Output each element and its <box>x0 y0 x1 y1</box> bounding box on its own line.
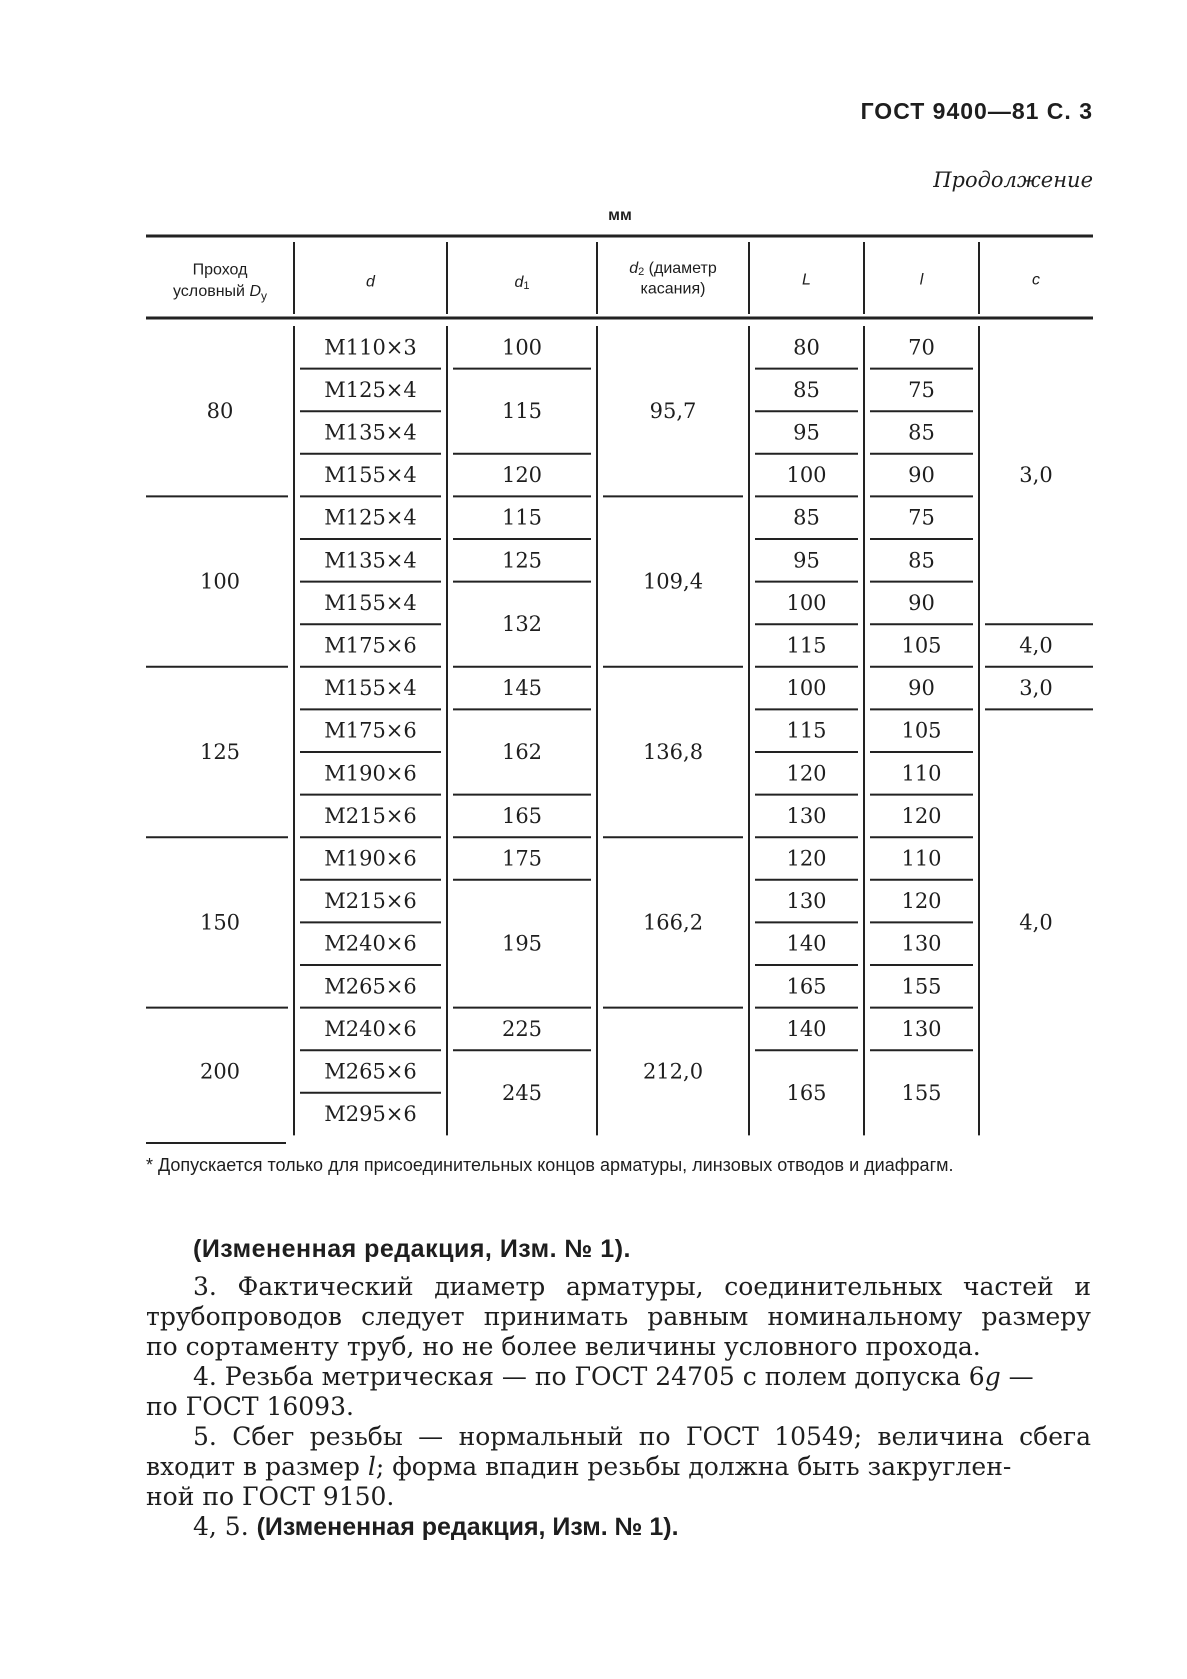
L-value: 85 <box>793 377 820 402</box>
d1-value: 225 <box>501 1016 543 1041</box>
d1-value: 120 <box>501 463 543 488</box>
thread-value: М155×4 <box>324 590 417 615</box>
L-value: 85 <box>793 505 820 530</box>
L-value: 100 <box>786 463 827 488</box>
l-value: 85 <box>908 420 935 445</box>
p5-line-2 <box>146 1452 1091 1482</box>
p3-line-1: 3. Фактический диаметр арматуры, соединительных частей и <box>193 1272 1091 1301</box>
column-header-d1: $d_1$ <box>514 273 530 292</box>
L-value: 140 <box>786 1016 827 1041</box>
p5-text-a: входит в размер <box>146 1452 368 1481</box>
c-value: 3,0 <box>1019 676 1053 701</box>
c-value: 3,0 <box>1019 463 1053 488</box>
d1-value: 162 <box>501 740 543 764</box>
d2-value: 136,8 <box>642 740 704 764</box>
edit-note-2-text: (Измененная редакция, Изм. № 1). <box>256 1513 679 1541</box>
edit-note-1: (Измененная редакция, Изм. № 1). <box>193 1235 631 1263</box>
l-value: 105 <box>901 718 942 743</box>
p4-tolerance: g <box>984 1362 1001 1391</box>
d1-value: 132 <box>501 612 543 637</box>
d1-value: 115 <box>501 505 543 530</box>
d1-value: 165 <box>501 803 543 828</box>
dy-value: 80 <box>206 399 234 424</box>
d2-value: 109,4 <box>642 569 704 594</box>
p5-line-1: 5. Сбег резьбы — нормальный по ГОСТ 10549; величина сбега <box>193 1422 1091 1451</box>
d1-value: 125 <box>501 548 543 573</box>
L-value: 165 <box>786 1080 827 1105</box>
c-value: 4,0 <box>1019 910 1053 935</box>
l-value: 130 <box>901 931 942 956</box>
thread-value: М175×6 <box>324 633 417 658</box>
thread-value: М190×6 <box>324 846 417 871</box>
dy-value: 100 <box>199 569 241 594</box>
page-header: ГОСТ 9400—81 С. 3 <box>860 98 1093 124</box>
l-value: 70 <box>908 335 935 360</box>
edit-note-2-prefix: 4, 5. <box>193 1512 257 1541</box>
d2-value: 212,0 <box>642 1059 704 1084</box>
thread-value: М125×4 <box>324 377 417 402</box>
p4-line-2: по ГОСТ 16093. <box>146 1392 354 1421</box>
paragraph-3 <box>146 1272 1091 1362</box>
p4-text: 4. Резьба метрическая — по ГОСТ 24705 с полем допуска 6 <box>193 1362 985 1391</box>
l-value: 90 <box>908 676 935 701</box>
d1-value: 115 <box>501 399 543 424</box>
l-value: 120 <box>901 889 942 914</box>
l-value: 120 <box>901 803 942 828</box>
p4-line-1 <box>146 1362 1091 1392</box>
d2-value: 95,7 <box>649 399 697 424</box>
thread-value: М240×6 <box>324 1016 417 1041</box>
column-header-c: c <box>1032 271 1040 289</box>
d1-value: 195 <box>501 931 543 956</box>
l-value: 90 <box>908 463 935 488</box>
footnote-rule <box>146 1142 286 1144</box>
column-header-d2-line2: касания) <box>640 280 706 298</box>
l-value: 75 <box>908 505 935 530</box>
column-header-dy-line1: Проход <box>192 261 248 279</box>
p4-dash: — <box>1000 1362 1034 1391</box>
L-value: 120 <box>786 761 827 786</box>
L-value: 95 <box>793 548 820 573</box>
column-header-d: d <box>366 273 375 291</box>
paragraph-5 <box>146 1422 1091 1512</box>
thread-value: М265×6 <box>324 1059 417 1084</box>
thread-value: М215×6 <box>324 889 417 914</box>
L-value: 120 <box>786 846 827 871</box>
L-value: 80 <box>793 335 820 360</box>
thread-value: М190×6 <box>324 761 417 786</box>
l-value: 90 <box>908 590 935 615</box>
column-header-dy-line2: условный $D_у$ <box>172 282 268 303</box>
c-value: 4,0 <box>1019 633 1053 658</box>
thread-value: М295×6 <box>324 1102 417 1127</box>
paragraph-4 <box>146 1362 1091 1422</box>
L-value: 115 <box>786 718 827 743</box>
l-value: 105 <box>901 633 942 658</box>
edit-note-2 <box>193 1512 679 1542</box>
p3-line-2: трубопроводов следует принимать равным номинальному размеру <box>146 1302 1091 1331</box>
d1-value: 145 <box>501 676 543 701</box>
L-value: 115 <box>786 633 827 658</box>
d1-value: 100 <box>501 335 543 360</box>
d2-value: 166,2 <box>642 910 704 935</box>
L-value: 130 <box>786 803 827 828</box>
l-value: 130 <box>901 1016 942 1041</box>
l-value: 85 <box>908 548 935 573</box>
p3-line-3: по сортаменту труб, но не более величины условного прохода. <box>146 1332 981 1361</box>
l-value: 110 <box>901 846 942 871</box>
d1-value: 175 <box>501 846 543 871</box>
dy-value: 200 <box>199 1059 241 1084</box>
L-value: 140 <box>786 931 827 956</box>
unit-label: мм <box>608 207 632 224</box>
thread-value: М125×4 <box>324 505 417 530</box>
L-value: 95 <box>793 420 820 445</box>
thread-value: М135×4 <box>324 420 417 445</box>
p5-text-b: ; форма впадин резьбы должна быть закруглен- <box>375 1452 1012 1481</box>
L-value: 130 <box>786 889 827 914</box>
l-value: 155 <box>901 974 942 999</box>
column-header-l: l <box>919 271 924 289</box>
dy-value: 125 <box>199 740 241 764</box>
L-value: 100 <box>786 676 827 701</box>
l-value: 75 <box>908 377 935 402</box>
thread-value: М110×3 <box>324 335 417 360</box>
dy-value: 150 <box>199 910 241 935</box>
thread-value: М240×6 <box>324 931 417 956</box>
continuation-label: Продолжение <box>933 168 1093 192</box>
thread-value: М155×4 <box>324 463 417 488</box>
column-header-d2-line1: $d_2$ (диаметр <box>629 259 717 278</box>
thread-value: М155×4 <box>324 676 417 701</box>
thread-value: М175×6 <box>324 718 417 743</box>
thread-value: М215×6 <box>324 803 417 828</box>
footnote: * Допускается только для присоединительных концов арматуры, линзовых отводов и диафрагм. <box>146 1155 954 1175</box>
L-value: 165 <box>786 974 827 999</box>
d1-value: 245 <box>501 1080 543 1105</box>
L-value: 100 <box>786 590 827 615</box>
thread-value: М135×4 <box>324 548 417 573</box>
column-header-L: L <box>802 271 811 289</box>
l-value: 110 <box>901 761 942 786</box>
p5-l-symbol: l <box>367 1452 376 1481</box>
l-value: 155 <box>901 1080 942 1105</box>
thread-value: М265×6 <box>324 974 417 999</box>
p5-line-3: ной по ГОСТ 9150. <box>146 1482 395 1511</box>
